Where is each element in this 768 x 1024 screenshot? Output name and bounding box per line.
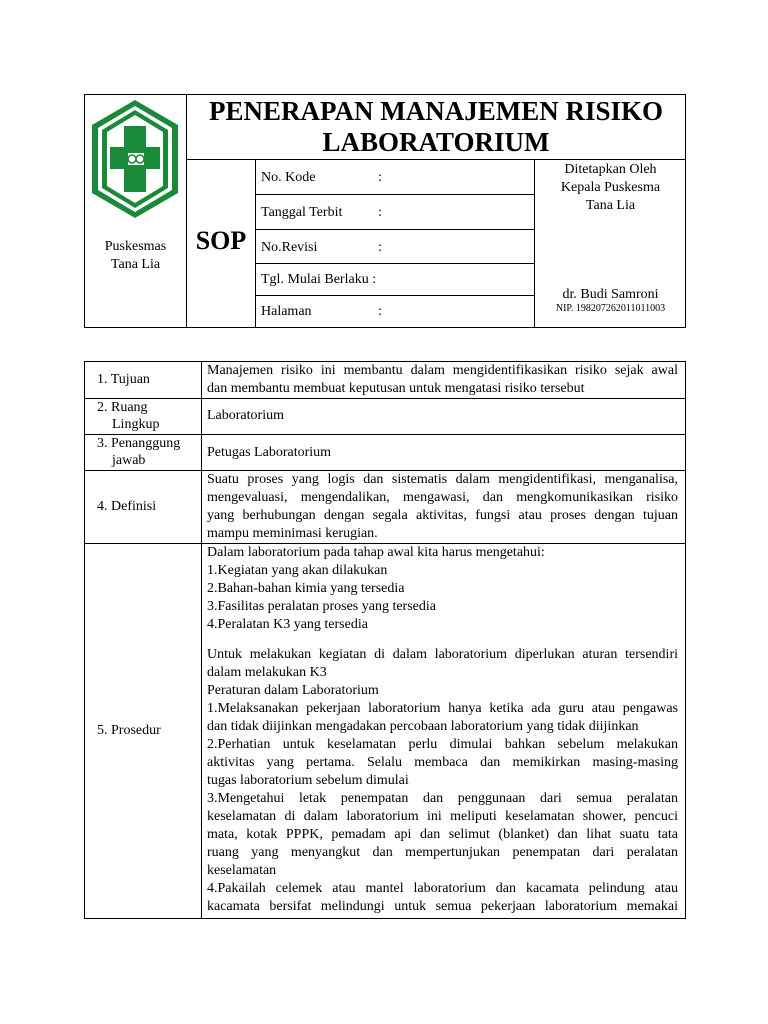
section-2-label-line1: 2. Ruang [97,400,148,415]
text-line: dan membantu membuat keputusan untuk mengatasi risiko tersebut [207,381,585,396]
signer-name: dr. Budi Samroni [562,287,659,302]
text-line: Laboratorium [207,408,284,423]
text-line: aktivitas yang pertama. Selalu membaca dan memikirkan masing-masing [207,755,678,770]
field-no-kode-label: No. Kode [261,170,316,185]
text-line: Dalam laboratorium pada tahap awal kita harus mengetahui: [207,545,545,560]
field-no-revisi-label: No.Revisi [261,240,318,255]
text-line: Petugas Laboratorium [207,445,332,460]
field-tanggal-terbit-sep: : [378,205,382,220]
org-name-line1: Puskesmas [104,239,167,254]
section-1-label: 1. Tujuan [97,372,150,387]
text-line: mengevaluasi, mengendalikan, mengawasi, dan mengkomunikasikan risiko [207,490,678,505]
text-line: keselamatan di dalam laboratorium ini meliputi keselamatan shower, pencuci [207,809,678,824]
text-line: 2.Perhatian untuk keselamatan perlu dimulai bahkan sebelum melakukan [207,737,678,752]
text-line: 4.Pakailah celemek atau mantel laboratorium dan kacamata pelindung atau [207,881,678,896]
field-halaman-sep: : [378,304,382,319]
approval-line2: Kepala Puskesma [560,180,661,195]
text-line: dan tidak diijinkan mengadakan percobaan laboratorium yang tidak diijinkan [207,719,639,734]
field-no-kode-sep: : [378,170,382,185]
text-line: kacamata bersifat melindungi untuk semua pekerjaan laboratorium memakai [207,899,678,914]
section-2-label-line2: Lingkup [112,417,160,432]
document-title [187,96,685,158]
text-line: Peraturan dalam Laboratorium [207,683,379,698]
section-3-label-line1: 3. Penanggung [97,436,181,451]
text-line: 1.Melaksanakan pekerjaan laboratorium hanya ketika ada guru atau pengawas [207,701,678,716]
sop-label: SOP [195,226,247,255]
field-no-revisi-sep: : [378,240,382,255]
field-halaman-label: Halaman [261,304,312,319]
approval-line1: Ditetapkan Oleh [564,162,657,177]
section-5-label: 5. Prosedur [97,723,161,738]
text-line: keselamatan [207,863,277,878]
text-line: 4.Peralatan K3 yang tersedia [207,617,368,632]
text-line: Untuk melakukan kegiatan di dalam laboratorium diperlukan aturan tersendiri [207,647,678,662]
section-4-label: 4. Definisi [97,499,157,514]
title-line2: LABORATORIUM [322,127,550,157]
section-4-content [207,471,678,543]
text-line: ruang yang menyangkut dan mempertunjukan penempatan dari peralatan [207,845,678,860]
text-line: 3.Fasilitas peralatan proses yang tersedia [207,599,436,614]
text-line: 2.Bahan-bahan kimia yang tersedia [207,581,405,596]
signer-nip: NIP. 198207262011011003 [555,303,666,314]
field-tgl-mulai-label: Tgl. Mulai Berlaku : [261,272,377,287]
approval-line3: Tana Lia [585,198,636,213]
puskesmas-logo-icon [88,96,184,222]
text-line: 1.Kegiatan yang akan dilakukan [207,563,388,578]
section-2-content [207,407,678,425]
blank-line [207,634,678,646]
text-line: yang berhubungan dengan segala aktivitas, fungsi atau proses dengan tujuan [207,508,678,523]
section-3-content [207,444,678,462]
section-3-label-line2: jawab [112,453,146,468]
text-line: Suatu proses yang logis dan sistematis dalam mengidentifikasi, menganalisa, [207,472,678,487]
text-line: mata, kotak PPPK, pemadam api dan selimut (blanket) dan lihat suatu tata [207,827,678,842]
text-line: tugas laboratorium sebelum dimulai [207,773,409,788]
text-line: dalam melakukan K3 [207,665,327,680]
title-line1: PENERAPAN MANAJEMEN RISIKO [208,96,663,126]
org-name-line2: Tana Lia [110,257,161,272]
section-5-content [207,544,678,916]
text-line: 3.Mengetahui letak penempatan dan penggunaan dari semua peralatan [207,791,678,806]
text-line: Manajemen risiko ini membantu dalam mengidentifikasikan risiko sejak awal [207,363,678,378]
field-tanggal-terbit-label: Tanggal Terbit [261,205,343,220]
section-1-content [207,362,678,398]
text-line: mampu meminimasi kerugian. [207,526,378,541]
